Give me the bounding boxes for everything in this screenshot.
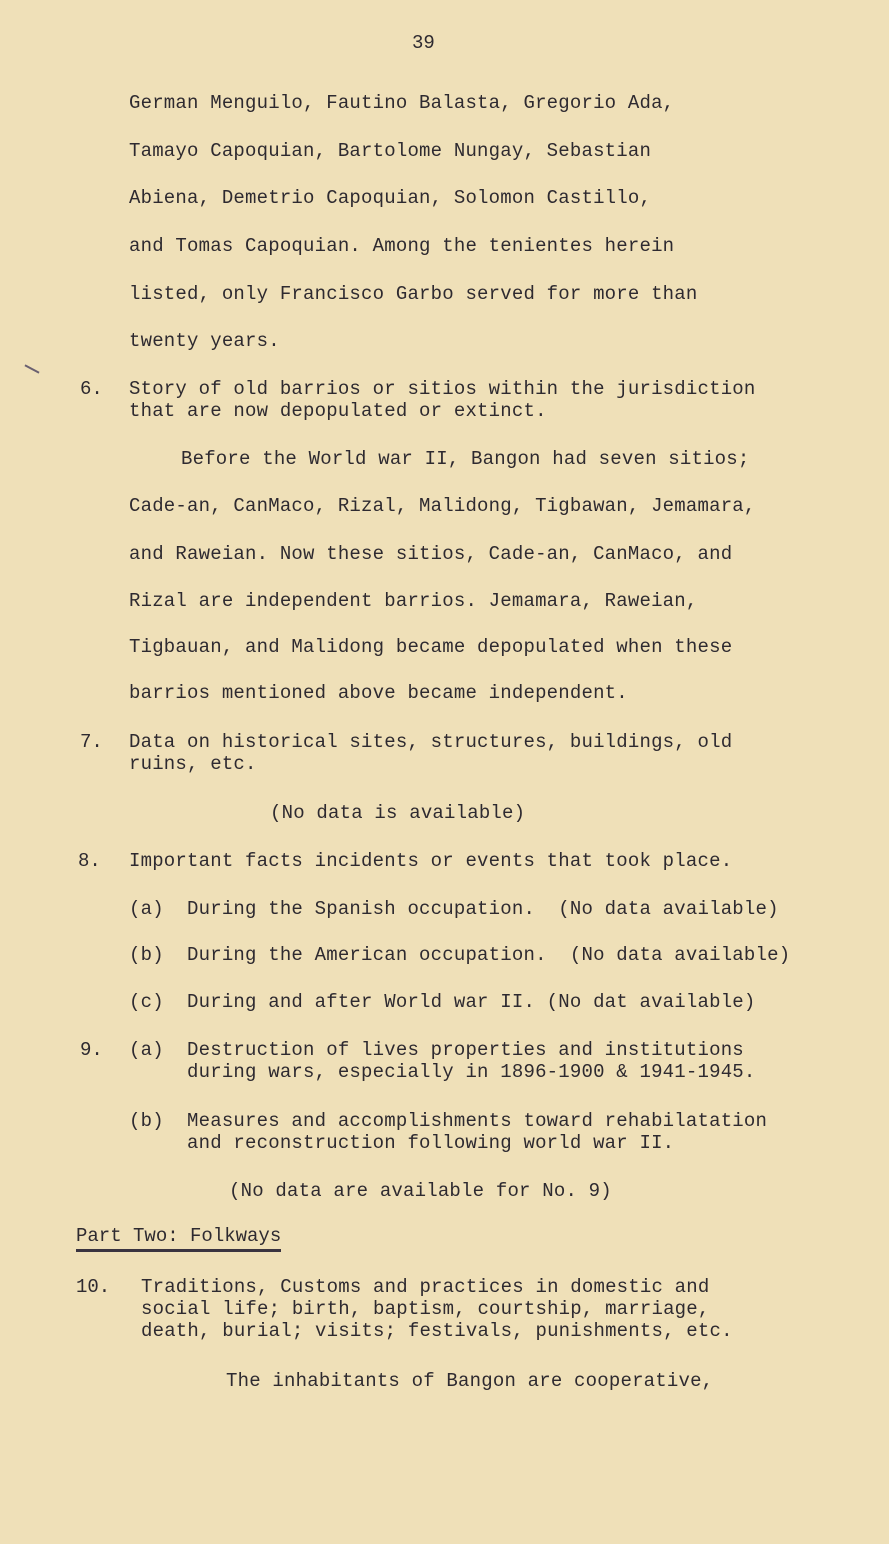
item-6-body: Rizal are independent barrios. Jemamara, Raweian,: [129, 590, 698, 612]
item-6-body: Tigbauan, and Malidong became depopulated when these: [129, 636, 733, 658]
item-8-sub: (a) During the Spanish occupation. (No data available): [129, 898, 779, 920]
item-6-title: Story of old barrios or sitios within the jurisdiction: [129, 378, 756, 400]
item-10-title: death, burial; visits; festivals, punishments, etc.: [141, 1320, 733, 1342]
item-9b: (b) Measures and accomplishments toward rehabilatation: [129, 1110, 768, 1132]
item-9-note: (No data are available for No. 9): [229, 1180, 612, 1202]
item-10-number: 10.: [76, 1276, 111, 1298]
item-6-title: that are now depopulated or extinct.: [129, 400, 547, 422]
page-number: 39: [412, 32, 435, 54]
item-7-title: ruins, etc.: [129, 753, 257, 775]
item-6-number: 6.: [80, 378, 103, 400]
intro-line: twenty years.: [129, 330, 280, 352]
intro-line: German Menguilo, Fautino Balasta, Gregorio Ada,: [129, 92, 675, 114]
item-6-body: and Raweian. Now these sitios, Cade-an, CanMaco, and: [129, 543, 733, 565]
item-10-title: Traditions, Customs and practices in domestic and: [141, 1276, 710, 1298]
item-9a: during wars, especially in 1896-1900 & 1941-1945.: [129, 1061, 756, 1083]
item-7-note: (No data is available): [270, 802, 526, 824]
item-8-title: Important facts incidents or events that took place.: [129, 850, 733, 872]
item-8-sub: (b) During the American occupation. (No data available): [129, 944, 791, 966]
intro-line: Tamayo Capoquian, Bartolome Nungay, Sebastian: [129, 140, 652, 162]
part-two-heading: Part Two: Folkways: [76, 1225, 281, 1252]
item-10-title: social life; birth, baptism, courtship, marriage,: [141, 1298, 710, 1320]
item-8-sub: (c) During and after World war II. (No dat available): [129, 991, 756, 1013]
item-9a: (a) Destruction of lives properties and institutions: [129, 1039, 744, 1061]
item-9b: and reconstruction following world war II.: [129, 1132, 675, 1154]
intro-line: listed, only Francisco Garbo served for more than: [129, 283, 698, 305]
intro-line: Abiena, Demetrio Capoquian, Solomon Castillo,: [129, 187, 652, 209]
item-7-number: 7.: [80, 731, 103, 753]
item-10-body: The inhabitants of Bangon are cooperative,: [226, 1370, 714, 1392]
item-7-title: Data on historical sites, structures, buildings, old: [129, 731, 733, 753]
item-6-body: Cade-an, CanMaco, Rizal, Malidong, Tigbawan, Jemamara,: [129, 495, 756, 517]
item-6-body: barrios mentioned above became independent.: [129, 682, 628, 704]
item-9-number: 9.: [80, 1039, 103, 1061]
margin-mark: [24, 364, 39, 373]
item-6-body: Before the World war II, Bangon had seven sitios;: [181, 448, 750, 470]
intro-line: and Tomas Capoquian. Among the tenientes herein: [129, 235, 675, 257]
item-8-number: 8.: [78, 850, 101, 872]
